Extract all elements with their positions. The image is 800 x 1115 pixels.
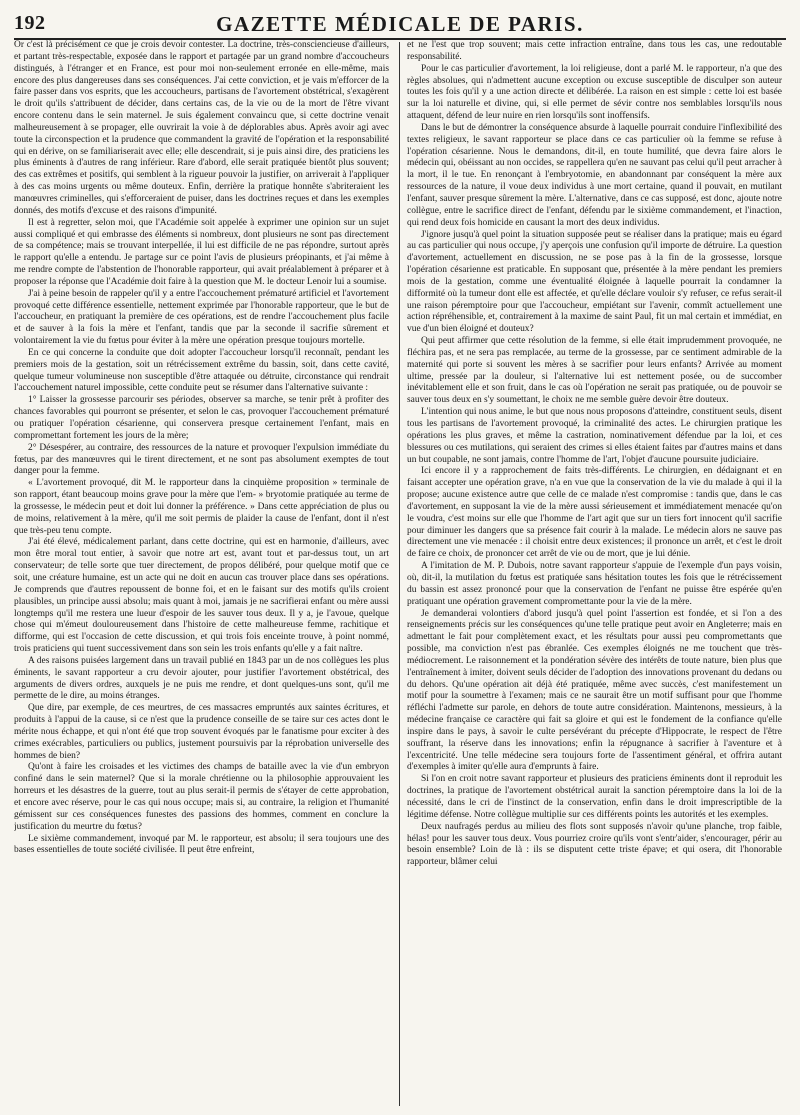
paragraph: Que dire, par exemple, de ces meurtres, de ces massacres empruntés aux saintes écritures, et produits à l'appui de la cause, si ce n'est que la prudence conseille de se taire sur ces actes dont le mérite nous échappe, et qui n'ont été que trop souvent évoqués par le fanatisme pour exciter à des crimes exécrables, particuliers ou publics, justement poursuivis par la réprobation universelle des hommes de bien? (14, 703, 389, 761)
paragraph: Qui peut affirmer que cette résolution de la femme, si elle était imprudemment provoquée, ne fléchira pas, et ne sera pas remplacée, au terme de la grossesse, par ce sentiment admirable de la maternité qui porte si souvent les mères à se sacrifier pour leurs enfants? Arrivée au moment ultime, pressée par la douleur, si l'alternative lui est nettement posée, ou de succomber inévitablement elle et son fruit, dans le cas où l'opération ne serait pas pratiquée, ou de pouvoir se sauver tous deux en s'y soumettant, le choix ne me semble guère devoir être douteux. (407, 336, 782, 406)
page-number: 192 (14, 12, 46, 34)
paragraph: A l'imitation de M. P. Dubois, notre savant rapporteur s'appuie de l'exemple d'un pays voisin, où, dit-il, la mutilation du fœtus est pratiquée sans hésitation toutes les fois que le rétrécissement du bassin est assez prononcé pour que la conservation de l'enfant ne puisse être espérée qu'en pratiquant une opération gravement compromettante pour la vie de la mère. (407, 561, 782, 607)
paragraph: Si l'on en croit notre savant rapporteur et plusieurs des praticiens éminents dont il reproduit les doctrines, la pratique de l'avortement obstétrical aurait la sanction péremptoire dans la loi de la nécessité, dans le cri de l'instinct de la conservation, enfin dans le droit imprescriptible de la légitime défense. Notre collègue multiplie sur ces différents points les autorités et les exemples. (407, 774, 782, 820)
paragraph: J'ignore jusqu'à quel point la situation supposée peut se réaliser dans la pratique; mais eu égard au cas particulier qui nous occupe, j'y aperçois une confusion qu'il importe de détruire. La question d'avortement, actuellement en discussion, ne se pose pas à la fin de la grossesse, lorsque l'opération césarienne est praticable. En supposant que, présentée à la mère pendant les premiers mois de la gestation, comme une éventualité éloignée à laquelle pourrait la condamner la difformité où la tumeur dont elle est affectée, et qu'elle déclare vouloir s'y refuser, ce refus serait-il une raison péremptoire pour que l'accoucheur, empiétant sur l'avenir, commît actuellement une action répréhensible, et, contrairement à la maxime de saint Paul, fit un mal certain et immédiat, en vue d'un bien éloigné et douteux? (407, 229, 782, 335)
paragraph: J'ai à peine besoin de rappeler qu'il y a entre l'accouchement prématuré artificiel et l'avortement provoqué cette différence essentielle, nettement exprimée par l'honorable rapporteur, que le but de l'accoucheur, en pratiquant la première de ces opérations, est de rendre l'accouchement plus facile et de sauver à la fois la mère et l'enfant, tandis que par la seconde il sacrifie sûrement et volontairement la vie du fœtus pour éviter à la mère une opération presque toujours mortelle. (14, 288, 389, 347)
paragraph: Qu'ont à faire les croisades et les victimes des champs de bataille avec la vie d'un embryon confiné dans le sein maternel? Que si la morale chrétienne ou la philosophie approuvaient les horreurs et les désastres de la guerre, tout au plus serait-il permis de s'étayer de cette approbation, et encore avec réserve, pour le cas qui nous occupe; mais si, au contraire, la religion et l'humanité gémissent sur ces conséquences funestes des passions des hommes, comment en conclure la justification du meurtre du fœtus? (14, 762, 389, 832)
column-divider (399, 42, 400, 1106)
left-column (14, 40, 389, 1108)
paragraph: Dans le but de démontrer la conséquence absurde à laquelle pourrait conduire l'inflexibilité des textes religieux, le savant rapporteur se place dans ce cas particulier où la femme se refuse à l'opération césarienne. Nous le demandons, dit-il, en toute humilité, que devra faire alors le médecin qui, obéissant au non occides, se rappellera qu'en ne sauvant pas celui qu'il peut arracher à la mort, il le tue. En renonçant à l'embryotomie, en abandonnant par conséquent la mère aux ressources de la nature, il voue deux individus à une mort certaine, quand il pouvait, en mutilant l'enfant, sauver presque sûrement la mère. L'alternative, dans ce cas supposé, est donc, ajoute notre collègue, entre le sacrifice direct de l'enfant, défendu par le sixième commandement, et l'inaction, qui rend deux fois homicide en causant la mort des deux individus. (407, 122, 782, 228)
paragraph: En ce qui concerne la conduite que doit adopter l'accoucheur lorsqu'il reconnaît, pendant les premiers mois de la gestation, soit un rétrécissement extrême du bassin, soit, dans cette cavité, quelque tumeur volumineuse non susceptible d'être attaquée ou détruite, circonstance qui rendrait l'accouchement naturel impossible, cette conduite peut se résumer dans l'alternative suivante : (14, 347, 389, 394)
page-header (14, 12, 786, 40)
paragraph: Il est à regretter, selon moi, que l'Académie soit appelée à exprimer une opinion sur un sujet aussi compliqué et qui embrasse des éléments si nombreux, dont plusieurs ne sont pas directement de sa compétence; mais se trouvant interpellée, il lui est difficile de ne pas répondre, surtout après le rapport qu'elle a entendu. Je partage sur ce point l'avis de plusieurs préopinants, et j'ai même à me rendre compte de l'abstention de l'honorable rapporteur, qui avait préalablement à préparer et à proposer la réponse que l'Académie doit faire à la question que M. le docteur Lenoir lui a soumise. (14, 217, 389, 287)
paragraph: Or c'est là précisément ce que je crois devoir contester. La doctrine, très-consciencieuse d'ailleurs, et partant très-respectable, exposée dans le rapport et partagée par un grand nombre d'accoucheurs distingués, à l'étranger et en France, est pour moi non-seulement erronée en elle-même, mais encore des plus dangereuses dans ses conséquences. J'ai cette conviction, et je vais m'efforcer de la faire passer dans vos esprits, que les accoucheurs, partisans de l'avortement obstétrical, s'exagèrent le droit qu'ils s'attribuent de décider, dans certains cas, de la vie ou de la mort de l'être vivant encore contenu dans le sein maternel. Je suis également convaincu que, si cette doctrine venait malheureusement à se propager, elle ouvrirait la voie à de déplorables abus. Après avoir agi avec toute la circonspection et la prudence que commandent la gravité de l'opération et la responsabilité qui en dérive, on se familiariserait avec elle; elle descendrait, si je puis ainsi dire, des praticiens les plus éminents à d'autres de rang inférieur. Rare d'abord, elle serait pratiquée bientôt plus souvent; des cas extrêmes et positifs, qui semblent à la rigueur pouvoir la justifier, on arriverait à l'appliquer à des cas moins urgents ou même douteux. Enfin, derrière la pratique honnête s'abriteraient les manœuvres criminelles, qui s'efforceraient de puiser, dans les doctrines reçues et dans les exemples donnés, des motifs d'excuse et des raisons d'impunité. (14, 40, 389, 216)
paragraph: A des raisons puisées largement dans un travail publié en 1843 par un de nos collègues les plus éminents, le savant rapporteur a cru devoir ajouter, pour justifier l'avortement obstétrical, des arguments de divers ordres, auxquels je ne puis me rendre, et dont quelques-uns sont, qu'il me permette de le dire, au moins étranges. (14, 655, 389, 702)
paragraph: Je demanderai volontiers d'abord jusqu'à quel point l'assertion est fondée, et si l'on a des renseignements précis sur les conséquences qu'une telle pratique peut avoir en Angleterre; mais en admettant le fait pour complètement exact, et les résultats pour aussi peu compromettants que possible, ma conviction n'est pas ébranlée. Ces exemples éloignés ne me touchent que très-médiocrement. Le raisonnement et la pondération sévère des intérêts de toute nature, bien plus que l'entraînement à imiter, doivent seuls décider de l'adoption des innovations provenant du dedans ou du dehors. Qu'une opération ait déjà été pratiquée, même avec succès, c'est manifestement un motif pour la soumettre à l'examen; mais ce ne saurait être un motif suffisant pour que l'homme réfléchi l'admette sur parole, en dehors de toute autre considération. Maintenons, messieurs, à la médecine française ce caractère qui fait sa gloire et qui est le fondement de la confiance qu'elle inspire dans le pays, à savoir le culte persévérant du précepte d'Hippocrate, le respect de l'être souffrant, la réserve dans les innovations; enfin la répugnance à sacrifier à l'aventure et à l'excentricité. Une telle médecine sera toujours forte de l'assentiment général, et offrira autant d'exemples à imiter qu'elle aura d'emprunts à faire. (407, 608, 782, 773)
journal-title: GAZETTE MÉDICALE DE PARIS. (216, 12, 584, 36)
paragraph: Pour le cas particulier d'avortement, la loi religieuse, dont a parlé M. le rapporteur, n'a que des règles absolues, qui n'admettent aucune exception ou excuse susceptible de disculper son auteur toutes les fois qu'il y a une action directe et délibérée. La raison en est simple : cette loi est basée sur la loi naturelle et divine, qui, si elle permet de sévir contre nos semblables lorsqu'ils nous attaquent, défend de leur nuire en rien lorsqu'ils sont inoffensifs. (407, 63, 782, 122)
paragraph: Ici encore il y a rapprochement de faits très-différents. Le chirurgien, en dédaignant et en faisant accepter une opération grave, n'a en vue que la conservation de la vie du malade à qui il la propose; aucune existence autre que celle de ce malade n'est compromise : tandis que, dans le cas d'avortement, en supposant la vie de la mère aussi sérieusement et immédiatement menacée qu'on le voudra, c'est moins sur elle que l'homme de l'art agit que sur un tiers fort innocent qu'il sacrifie pour diminuer les dangers que sa présence fait courir à la malade. Le médecin alors ne sauve pas directement une vie menacée : il choisit entre deux existences; il prononce un arrêt, et c'est le droit de faire ce choix, de prononcer cet arrêt de vie ou de mort, que je lui dénie. (407, 466, 782, 560)
paragraph: 2° Désespérer, au contraire, des ressources de la nature et provoquer l'expulsion immédiate du fœtus, par des manœuvres qui le tirent directement, et ne sont pas absolument exemptes de tout danger pour la femme. (14, 442, 389, 477)
paragraph: Le sixième commandement, invoqué par M. le rapporteur, est absolu; il sera toujours une des bases essentielles de toute société civilisée. Il peut être enfreint, (14, 833, 389, 856)
right-column (407, 40, 782, 1108)
article-body (14, 40, 786, 1108)
paragraph: J'ai été élevé, médicalement parlant, dans cette doctrine, qui est en harmonie, d'ailleurs, avec mon être moral tout entier, à savoir que notre art est, avant tout et par-dessus tout, un art conservateur; de telle sorte que tuer directement, de propos délibéré, pour quelque motif que ce soit, une créature humaine, est un acte qui ne doit en aucun cas trouver place dans ses opérations. Je comprends que d'autres repoussent de bonne foi, et en le faisant sur des motifs qu'ils croient plausibles, un principe aussi absolu; mais quant à moi, jamais je ne sacrifierai enfant ou mère aussi longtemps qu'il me restera une lueur d'espoir de les sauver tous deux. Il y a, je l'avoue, quelque chose qui m'émeut douloureusement dans l'histoire de cette malheureuse femme, rachitique et difforme, qui est l'occasion de cette discussion, et qui trois fois enceinte trouve, à point nommé, trois praticiens qui tuent successivement dans son sein les trois enfants qu'elle y a fait naître. (14, 537, 389, 655)
paragraph: et ne l'est que trop souvent; mais cette infraction entraîne, dans tous les cas, une redoutable responsabilité. (407, 40, 782, 62)
paragraph: « L'avortement provoqué, dit M. le rapporteur dans la cinquième proposition » terminale de son rapport, étant beaucoup moins grave pour la mère que l'em- » bryotomie pratiquée au terme de la grossesse, le médecin peut et doit lui donner la préférence. » Dans cette appréciation de plus ou de moins, relativement à la mère, qu'il me soit permis de plaider la cause de l'enfant, dont il n'est que très-peu tenu compte. (14, 478, 389, 536)
paragraph: Deux naufragés perdus au milieu des flots sont supposés n'avoir qu'une planche, trop faible, hélas! pour les sauver tous deux. Vous pourriez croire qu'ils vont s'entr'aider, s'encourager, périr au besoin ensemble? Loin de là : ils se disputent cette triste épave; et qui osera, dit l'honorable rapporteur, blâmer celui (407, 821, 782, 868)
paragraph: 1° Laisser la grossesse parcourir ses périodes, observer sa marche, se tenir prêt à profiter des chances favorables qui pourront se présenter, et selon le cas, provoquer l'accouchement prématuré ou pratiquer l'opération césarienne, qui conservera presque certainement l'enfant, mais en compromettant fortement les jours de la mère; (14, 395, 389, 441)
paragraph: L'intention qui nous anime, le but que nous nous proposons d'atteindre, constituent seuls, disent tous les partisans de l'avortement provoqué, la criminalité des actes. Le chirurgien pratique les opérations les plus graves, et même la castration, nominativement défendue par la loi, et ces blessures ou ces mutilations, qui seraient des crimes si elles étaient faites par d'autres mains et dans un but coupable, ne sont jamais, contre l'homme de l'art, l'objet d'aucune poursuite judiciaire. (407, 407, 782, 465)
